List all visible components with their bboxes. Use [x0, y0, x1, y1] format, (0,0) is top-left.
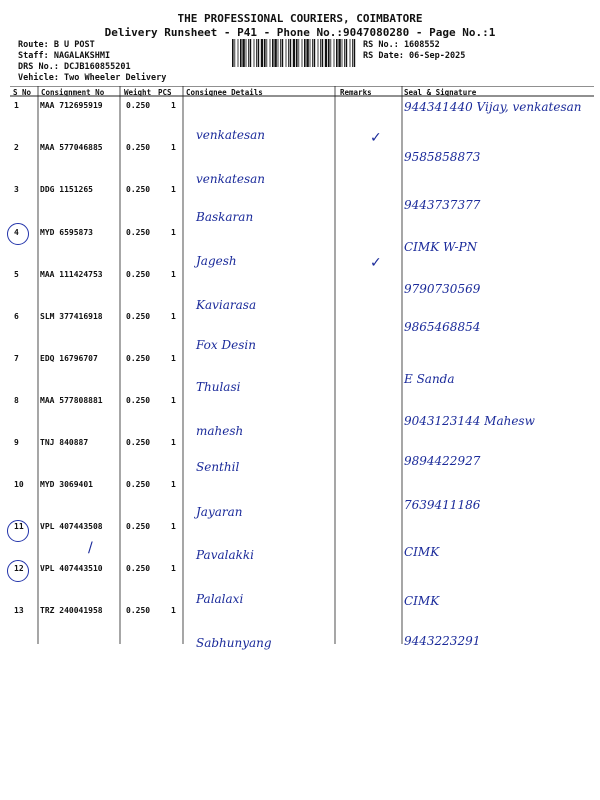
- col-header-signature: Seal & Signature: [404, 88, 477, 97]
- row-weight: 0.250: [126, 143, 151, 152]
- barcode-bar: [318, 39, 319, 67]
- row-consignment-no: MAA 111424753: [40, 270, 103, 279]
- row-consignment-no: MYD 3069401: [40, 480, 93, 489]
- row-sno: 3: [14, 185, 19, 194]
- row-consignment-no: EDQ 16796707: [40, 354, 98, 363]
- checkmark-icon: ✓: [370, 255, 382, 271]
- barcode-bar: [240, 39, 242, 67]
- row-pcs: 1: [171, 522, 176, 531]
- row-weight: 0.250: [126, 438, 151, 447]
- row-weight: 0.250: [126, 396, 151, 405]
- barcode-icon: [232, 39, 358, 67]
- barcode-bar: [288, 39, 289, 67]
- row-consignee-handwritten: Senthil: [196, 460, 240, 474]
- col-header-consignment: Consignment No: [41, 88, 105, 97]
- row-weight: 0.250: [126, 480, 151, 489]
- barcode-bar: [232, 39, 234, 67]
- row-signature-handwritten: CIMK: [404, 545, 440, 559]
- row-pcs: 1: [171, 185, 176, 194]
- rs-date: RS Date: 06-Sep-2025: [363, 51, 466, 61]
- row-consignee-handwritten: Palalaxi: [196, 592, 244, 606]
- row-consignment-no: MAA 577046885: [40, 143, 103, 152]
- drs-number: DRS No.: DCJB160855201: [18, 62, 131, 72]
- row-consignee-handwritten: venkatesan: [196, 172, 265, 186]
- barcode-bar: [264, 39, 266, 67]
- row-sno: 6: [14, 312, 19, 321]
- row-sno: 9: [14, 438, 19, 447]
- barcode-bar: [306, 39, 308, 67]
- row-consignment-no: MAA 577808881: [40, 396, 103, 405]
- barcode-bar: [290, 39, 292, 67]
- barcode-bar: [302, 39, 303, 67]
- barcode-bar: [325, 39, 327, 67]
- row-signature-handwritten: 944341440 Vijay, venkatesan: [404, 100, 582, 114]
- barcode-bar: [261, 39, 263, 67]
- row-signature-handwritten: 9585858873: [404, 150, 481, 164]
- row-sno: 10: [14, 480, 24, 489]
- row-sno: 11: [14, 522, 24, 531]
- barcode-bar: [238, 39, 239, 67]
- row-sno: 13: [14, 606, 24, 615]
- sno-circle-mark: [7, 520, 29, 542]
- barcode-bar: [282, 39, 284, 67]
- barcode-bar: [312, 39, 313, 67]
- row-consignment-no: MAA 712695919: [40, 101, 103, 110]
- row-pcs: 1: [171, 270, 176, 279]
- barcode-bar: [280, 39, 281, 67]
- row-weight: 0.250: [126, 101, 151, 110]
- vehicle-label: Vehicle: Two Wheeler Delivery: [18, 73, 167, 83]
- barcode-bar: [286, 39, 287, 67]
- barcode-bar: [274, 39, 276, 67]
- col-header-weight: Weight: [124, 88, 152, 97]
- row-consignment-no: TRZ 240041958: [40, 606, 103, 615]
- row-weight: 0.250: [126, 185, 151, 194]
- barcode-bar: [298, 39, 299, 67]
- row-sno: 12: [14, 564, 24, 573]
- staff-label: Staff: NAGALAKSHMI: [18, 51, 111, 61]
- barcode-bar: [278, 39, 279, 67]
- row-consignment-no: DDG 1151265: [40, 185, 93, 194]
- row-signature-handwritten: 9443223291: [404, 634, 481, 648]
- row-consignee-handwritten: Sabhunyang: [196, 636, 272, 650]
- row-sno: 2: [14, 143, 19, 152]
- row-sno: 8: [14, 396, 19, 405]
- row-weight: 0.250: [126, 354, 151, 363]
- barcode-bar: [270, 39, 271, 67]
- barcode-bar: [336, 39, 338, 67]
- row-consignment-no: VPL 407443508: [40, 522, 103, 531]
- runsheet-table-grid: [10, 86, 594, 646]
- row-weight: 0.250: [126, 564, 151, 573]
- barcode-bar: [342, 39, 343, 67]
- row-consignment-no: VPL 407443510: [40, 564, 103, 573]
- row-signature-handwritten: 9894422927: [404, 454, 481, 468]
- barcode-bar: [266, 39, 267, 67]
- row-consignee-handwritten: venkatesan: [196, 128, 265, 142]
- row-consignee-handwritten: Thulasi: [196, 380, 241, 394]
- barcode-bar: [328, 39, 330, 67]
- barcode-bar: [304, 39, 306, 67]
- row-consignee-handwritten: Baskaran: [196, 210, 254, 224]
- row-signature-handwritten: 9865468854: [404, 320, 481, 334]
- row-pcs: 1: [171, 312, 176, 321]
- row-pcs: 1: [171, 143, 176, 152]
- row-consignment-no: SLM 377416918: [40, 312, 103, 321]
- barcode-bar: [246, 39, 247, 67]
- row-signature-handwritten: E Sanda: [404, 372, 455, 386]
- row-consignment-no: MYD 6595873: [40, 228, 93, 237]
- barcode-bar: [352, 39, 353, 67]
- col-header-sno: S No: [13, 88, 32, 97]
- barcode-bar: [242, 39, 244, 67]
- row-signature-handwritten: 9043123144 Mahesw: [404, 414, 535, 428]
- row-sno: 4: [14, 228, 19, 237]
- row-weight: 0.250: [126, 522, 151, 531]
- row-consignee-handwritten: Fox Desin: [196, 338, 256, 352]
- row-weight: 0.250: [126, 270, 151, 279]
- barcode-bar: [234, 39, 235, 67]
- barcode-bar: [350, 39, 351, 67]
- barcode-bar: [293, 39, 295, 67]
- row-sno: 7: [14, 354, 19, 363]
- row-pcs: 1: [171, 564, 176, 573]
- barcode-bar: [354, 39, 356, 67]
- row-pcs: 1: [171, 354, 176, 363]
- barcode-bar: [334, 39, 335, 67]
- sno-circle-mark: [7, 223, 29, 245]
- row-pcs: 1: [171, 438, 176, 447]
- col-header-consignee: Consignee Details: [186, 88, 263, 97]
- checkmark-icon: ✓: [370, 130, 382, 146]
- runsheet-subtitle: Delivery Runsheet - P41 - Phone No.:9047080280 - Page No.:1: [104, 26, 496, 39]
- row-consignee-handwritten: Jagesh: [196, 254, 237, 268]
- row-pcs: 1: [171, 396, 176, 405]
- sno-circle-mark: [7, 560, 29, 582]
- barcode-bar: [346, 39, 348, 67]
- barcode-bar: [250, 39, 252, 67]
- row-pcs: 1: [171, 228, 176, 237]
- col-header-remarks: Remarks: [340, 88, 372, 97]
- barcode-bar: [256, 39, 257, 67]
- rs-number: RS No.: 1608552: [363, 40, 440, 50]
- row-pcs: 1: [171, 101, 176, 110]
- barcode-bar: [338, 39, 340, 67]
- row-consignee-handwritten: mahesh: [196, 424, 244, 438]
- row-signature-handwritten: CIMK: [404, 594, 440, 608]
- barcode-bar: [310, 39, 311, 67]
- barcode-bar: [314, 39, 316, 67]
- row-signature-handwritten: 7639411186: [404, 498, 481, 512]
- route-label: Route: B U POST: [18, 40, 95, 50]
- row-sno: 1: [14, 101, 19, 110]
- row-weight: 0.250: [126, 228, 151, 237]
- barcode-bar: [296, 39, 298, 67]
- row-pcs: 1: [171, 606, 176, 615]
- row-consignee-handwritten: Kaviarasa: [196, 298, 257, 312]
- row-consignment-no: TNJ 840887: [40, 438, 89, 447]
- row-weight: 0.250: [126, 606, 151, 615]
- row-consignee-handwritten: Pavalakki: [196, 548, 254, 562]
- barcode-bar: [248, 39, 249, 67]
- barcode-bar: [322, 39, 324, 67]
- row-consignee-handwritten: Jayaran: [196, 505, 243, 519]
- barcode-bar: [320, 39, 321, 67]
- row-sno: 5: [14, 270, 19, 279]
- barcode-bar: [344, 39, 345, 67]
- row-weight: 0.250: [126, 312, 151, 321]
- checkmark-icon: /: [88, 540, 93, 556]
- col-header-pcs: PCS: [158, 88, 172, 97]
- row-pcs: 1: [171, 480, 176, 489]
- row-signature-handwritten: CIMK W-PN: [404, 240, 478, 254]
- barcode-bar: [254, 39, 255, 67]
- barcode-bar: [272, 39, 274, 67]
- row-signature-handwritten: 9790730569: [404, 282, 481, 296]
- barcode-bar: [330, 39, 331, 67]
- barcode-bar: [258, 39, 260, 67]
- company-title: THE PROFESSIONAL COURIERS, COIMBATORE: [177, 12, 423, 25]
- row-signature-handwritten: 9443737377: [404, 198, 481, 212]
